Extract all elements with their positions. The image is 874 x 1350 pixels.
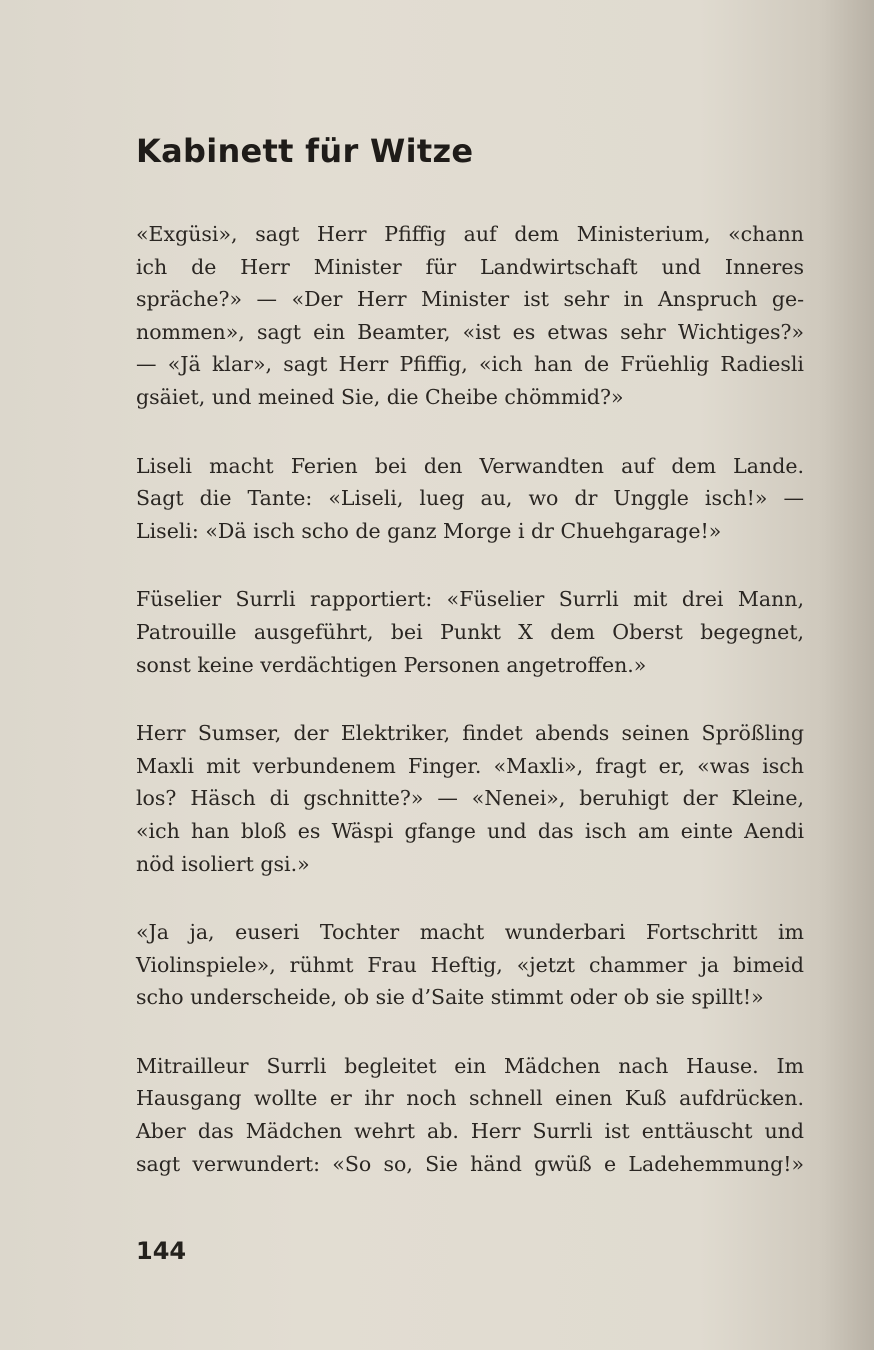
text-line: Patrouille ausgeführt, bei Punkt X dem Oberst begegnet, <box>136 619 804 644</box>
text-line: Füselier Surrli rapportiert: «Füselier Surrli mit drei Mann, <box>136 587 804 612</box>
text-line: «Ja ja, euseri Tochter macht wunderbari Fortschritt im <box>136 920 804 945</box>
text-line: los? Häsch di gschnitte?» — «Nenei», beruhigt der Kleine, <box>136 786 804 811</box>
text-line: — «Jä klar», sagt Herr Pfiffig, «ich han de Früehlig Radiesli <box>136 352 804 377</box>
joke-paragraph <box>136 916 804 1014</box>
text-line: spräche?» — «Der Herr Minister ist sehr in Anspruch ge- <box>136 287 804 312</box>
text-line: Maxli mit verbundenem Finger. «Maxli», fragt er, «was isch <box>136 753 804 778</box>
joke-paragraph <box>136 583 804 681</box>
joke-paragraph <box>136 450 804 548</box>
text-line: Hausgang wollte er ihr noch schnell einen Kuß aufdrücken. <box>136 1086 804 1111</box>
text-line: Aber das Mädchen wehrt ab. Herr Surrli ist enttäuscht und <box>136 1119 804 1144</box>
text-line: sonst keine verdächtigen Personen angetroffen.» <box>136 652 647 677</box>
text-line: sagt verwundert: «So so, Sie händ gwüß e Ladehemmung!» <box>136 1151 804 1176</box>
page-number: 144 <box>136 1237 187 1265</box>
text-line: gsäiet, und meined Sie, die Cheibe chömmid?» <box>136 384 624 409</box>
text-line: Sagt die Tante: «Liseli, lueg au, wo dr Unggle isch!» — <box>136 486 804 511</box>
text-line: Herr Sumser, der Elektriker, findet abends seinen Sprößling <box>136 721 804 746</box>
text-line: Liseli: «Dä isch scho de ganz Morge i dr Chuehgarage!» <box>136 518 722 543</box>
text-line: ich de Herr Minister für Landwirtschaft und Inneres <box>136 254 804 279</box>
joke-paragraph <box>136 717 804 880</box>
text-line: Liseli macht Ferien bei den Verwandten auf dem Lande. <box>136 453 804 478</box>
text-line: scho underscheide, ob sie d’Saite stimmt oder ob sie spillt!» <box>136 985 764 1010</box>
page-title: Kabinett für Witze <box>136 132 474 170</box>
joke-list <box>136 218 804 1216</box>
text-line: «Exgüsi», sagt Herr Pfiffig auf dem Ministerium, «chann <box>136 222 804 246</box>
text-line: Mitrailleur Surrli begleitet ein Mädchen nach Hause. Im <box>136 1053 804 1078</box>
joke-paragraph <box>136 1050 804 1180</box>
text-line: Violinspiele», rühmt Frau Heftig, «jetzt chammer ja bimeid <box>136 952 804 977</box>
joke-paragraph <box>136 218 804 414</box>
text-line: «ich han bloß es Wäspi gfange und das isch am einte Aendi <box>136 818 804 843</box>
text-line: nommen», sagt ein Beamter, «ist es etwas sehr Wichtiges?» <box>136 319 804 344</box>
text-line: nöd isoliert gsi.» <box>136 851 310 876</box>
